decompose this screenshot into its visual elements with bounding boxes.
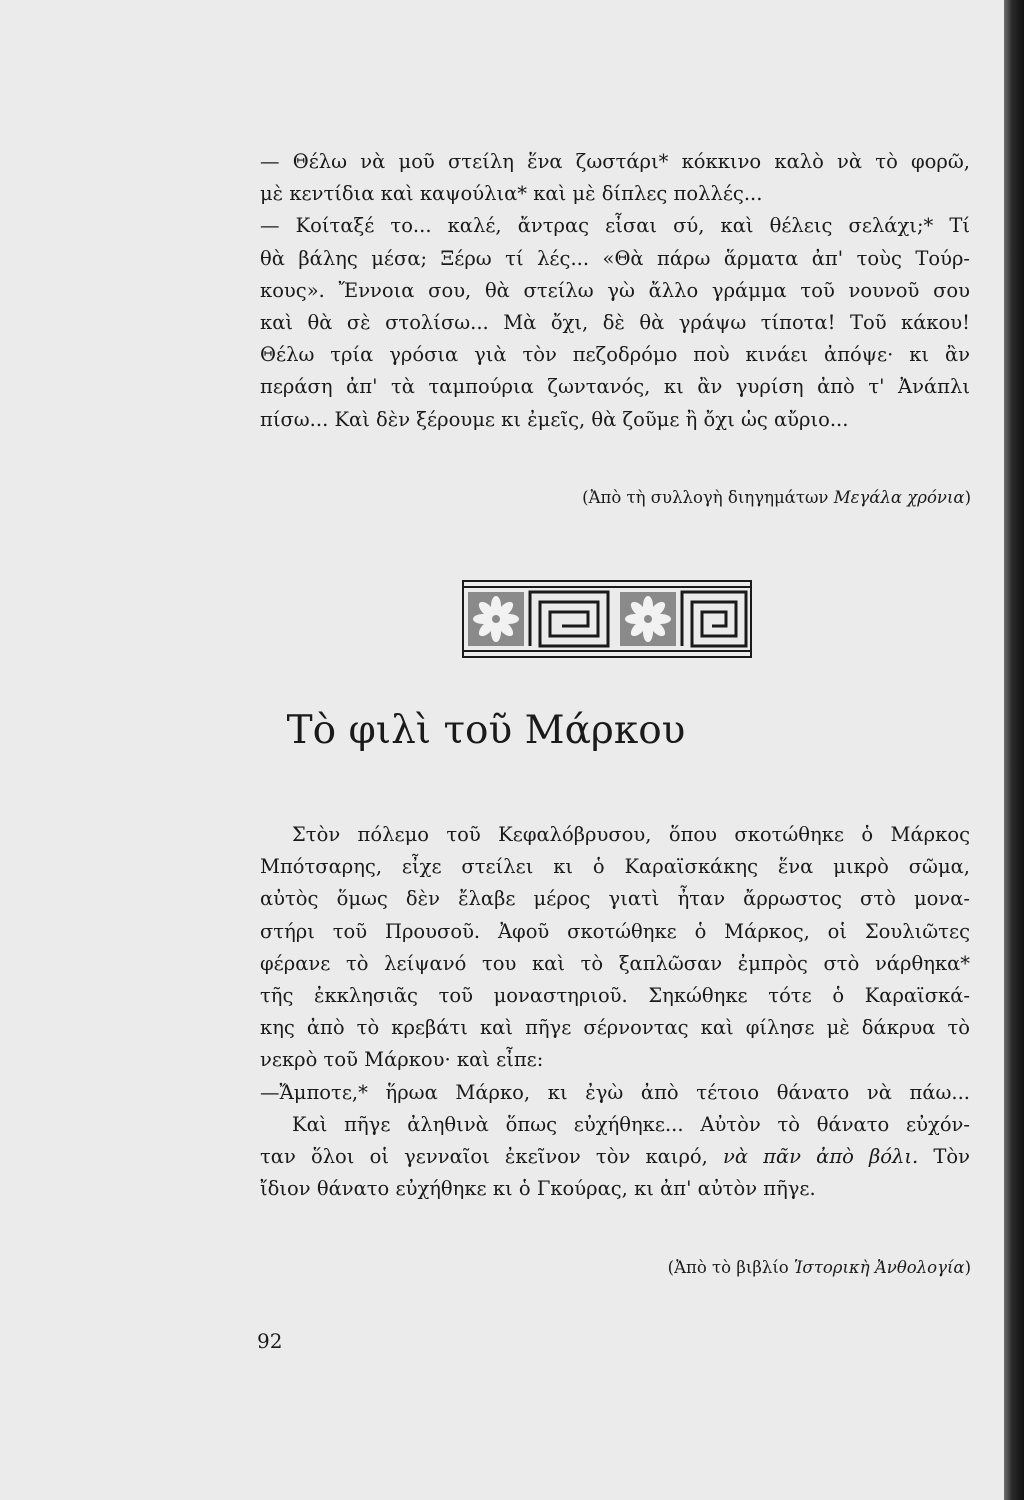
story1-source-title: Μεγάλα χρόνια [833, 488, 965, 507]
story2-line-10: Καὶ πῆγε ἀληθινὰ ὅπως εὐχήθηκε... Αὐτὸν τὸ θάνατο εὐχόν- [292, 1112, 970, 1136]
story1-source-suffix: ) [964, 488, 971, 507]
story1-line-7: Θέλω τρία γρόσια γιὰ τὸν πεζοδρόμο ποὺ κινάει ἀπόψε· κι ἂν [260, 343, 970, 367]
story1-source-prefix: (Ἀπὸ τὴ συλλογὴ διηγημάτων [582, 488, 834, 507]
story2-line-8: νεκρὸ τοῦ Μάρκου· καὶ εἶπε: [260, 1048, 544, 1072]
story2-source-suffix: ) [964, 1258, 971, 1277]
story2-source-prefix: (Ἀπὸ τὸ βιβλίο [667, 1258, 794, 1277]
story1-line-4: θὰ βάλης μέσα; Ξέρω τί λές... «Θὰ πάρω ἅρματα ἀπ' τοὺς Τούρ- [260, 246, 970, 270]
story2-line-3: αὐτὸς ὅμως δὲν ἔλαβε μέρος γιατὶ ἦταν ἄρρωστος στὸ μονα- [260, 887, 970, 911]
story2-source-title: Ἱστορικὴ Ἀνθολογία [793, 1258, 965, 1277]
story2-line-6: τῆς ἐκκλησιᾶς τοῦ μοναστηριοῦ. Σηκώθηκε τότε ὁ Καραϊσκά- [260, 983, 970, 1007]
story2-line-11 [260, 1141, 970, 1173]
story2-line-11-prefix: ταν ὅλοι οἱ γενναῖοι ἐκεῖνον τὸν καιρό, [260, 1144, 723, 1168]
rosette-tile-2 [620, 592, 676, 646]
story1-line-9: πίσω... Καὶ δὲν ξέρουμε κι ἐμεῖς, θὰ ζοῦμε ἢ ὄχι ὡς αὔριο... [260, 407, 849, 431]
story2-line-2: Μπότσαρης, εἶχε στείλει κι ὁ Καραϊσκάκης ἕνα μικρὸ σῶμα, [260, 855, 970, 879]
story2-line-5: φέρανε τὸ λείψανό του καὶ τὸ ξαπλῶσαν ἐμπρὸς στὸ νάρθηκα* [260, 951, 970, 975]
story1-line-2: μὲ κεντίδια καὶ καψούλια* καὶ μὲ δίπλες πολλές... [260, 182, 763, 206]
book-spine-edge [1004, 0, 1024, 1500]
rosette-tile-1 [468, 592, 524, 646]
story1-line-8: περάση ἀπ' τὰ ταμπούρια ζωντανός, κι ἂν γυρίση ἀπὸ τ' Ἀνάπλι [260, 375, 970, 399]
story2-line-4: στήρι τοῦ Προυσοῦ. Ἀφοῦ σκοτώθηκε ὁ Μάρκος, οἱ Σουλιῶτες [260, 919, 970, 943]
story2-text [260, 819, 970, 1205]
story2-title: Τὸ φιλὶ τοῦ Μάρκου [286, 708, 686, 753]
story1-line-5: κους». Ἔννοια σου, θὰ στείλω γὼ ἄλλο γράμμα τοῦ νουνοῦ σου [260, 278, 970, 302]
story2-line-7: κης ἀπὸ τὸ κρεβάτι καὶ πῆγε σέρνοντας καὶ φίλησε μὲ δάκρυα τὸ [260, 1016, 970, 1040]
story2-line-11-italic: νὰ πᾶν ἀπὸ βόλι. [723, 1144, 919, 1168]
story2-source [668, 1258, 971, 1277]
story1-source [582, 488, 971, 507]
story2-line-12: ἴδιον θάνατο εὐχήθηκε κι ὁ Γκούρας, κι ἀπ' αὐτὸν πῆγε. [260, 1177, 816, 1201]
greek-key-rosette-ornament [462, 580, 752, 658]
story2-line-11-suffix: Τὸν [918, 1144, 970, 1168]
story1-text [260, 146, 970, 436]
story1-line-3: — Κοίταξέ το... καλέ, ἄντρας εἶσαι σύ, καὶ θέλεις σελάχι;* Τί [260, 214, 970, 238]
story1-line-1: — Θέλω νὰ μοῦ στείλη ἕνα ζωστάρι* κόκκινο καλὸ νὰ τὸ φορῶ, [260, 150, 970, 173]
story2-line-1: Στὸν πόλεμο τοῦ Κεφαλόβρυσου, ὅπου σκοτώθηκε ὁ Μάρκος [292, 823, 970, 846]
story2-line-9: —Ἄμποτε,* ἥρωα Μάρκο, κι ἐγὼ ἀπὸ τέτοιο θάνατο νὰ πάω... [260, 1080, 970, 1104]
page-number: 92 [257, 1329, 283, 1353]
greek-key-panel-2 [682, 592, 746, 646]
greek-key-panel-1 [530, 592, 608, 646]
story1-line-6: καὶ θὰ σὲ στολίσω... Μὰ ὄχι, δὲ θὰ γράψω τίποτα! Τοῦ κάκου! [260, 310, 970, 334]
